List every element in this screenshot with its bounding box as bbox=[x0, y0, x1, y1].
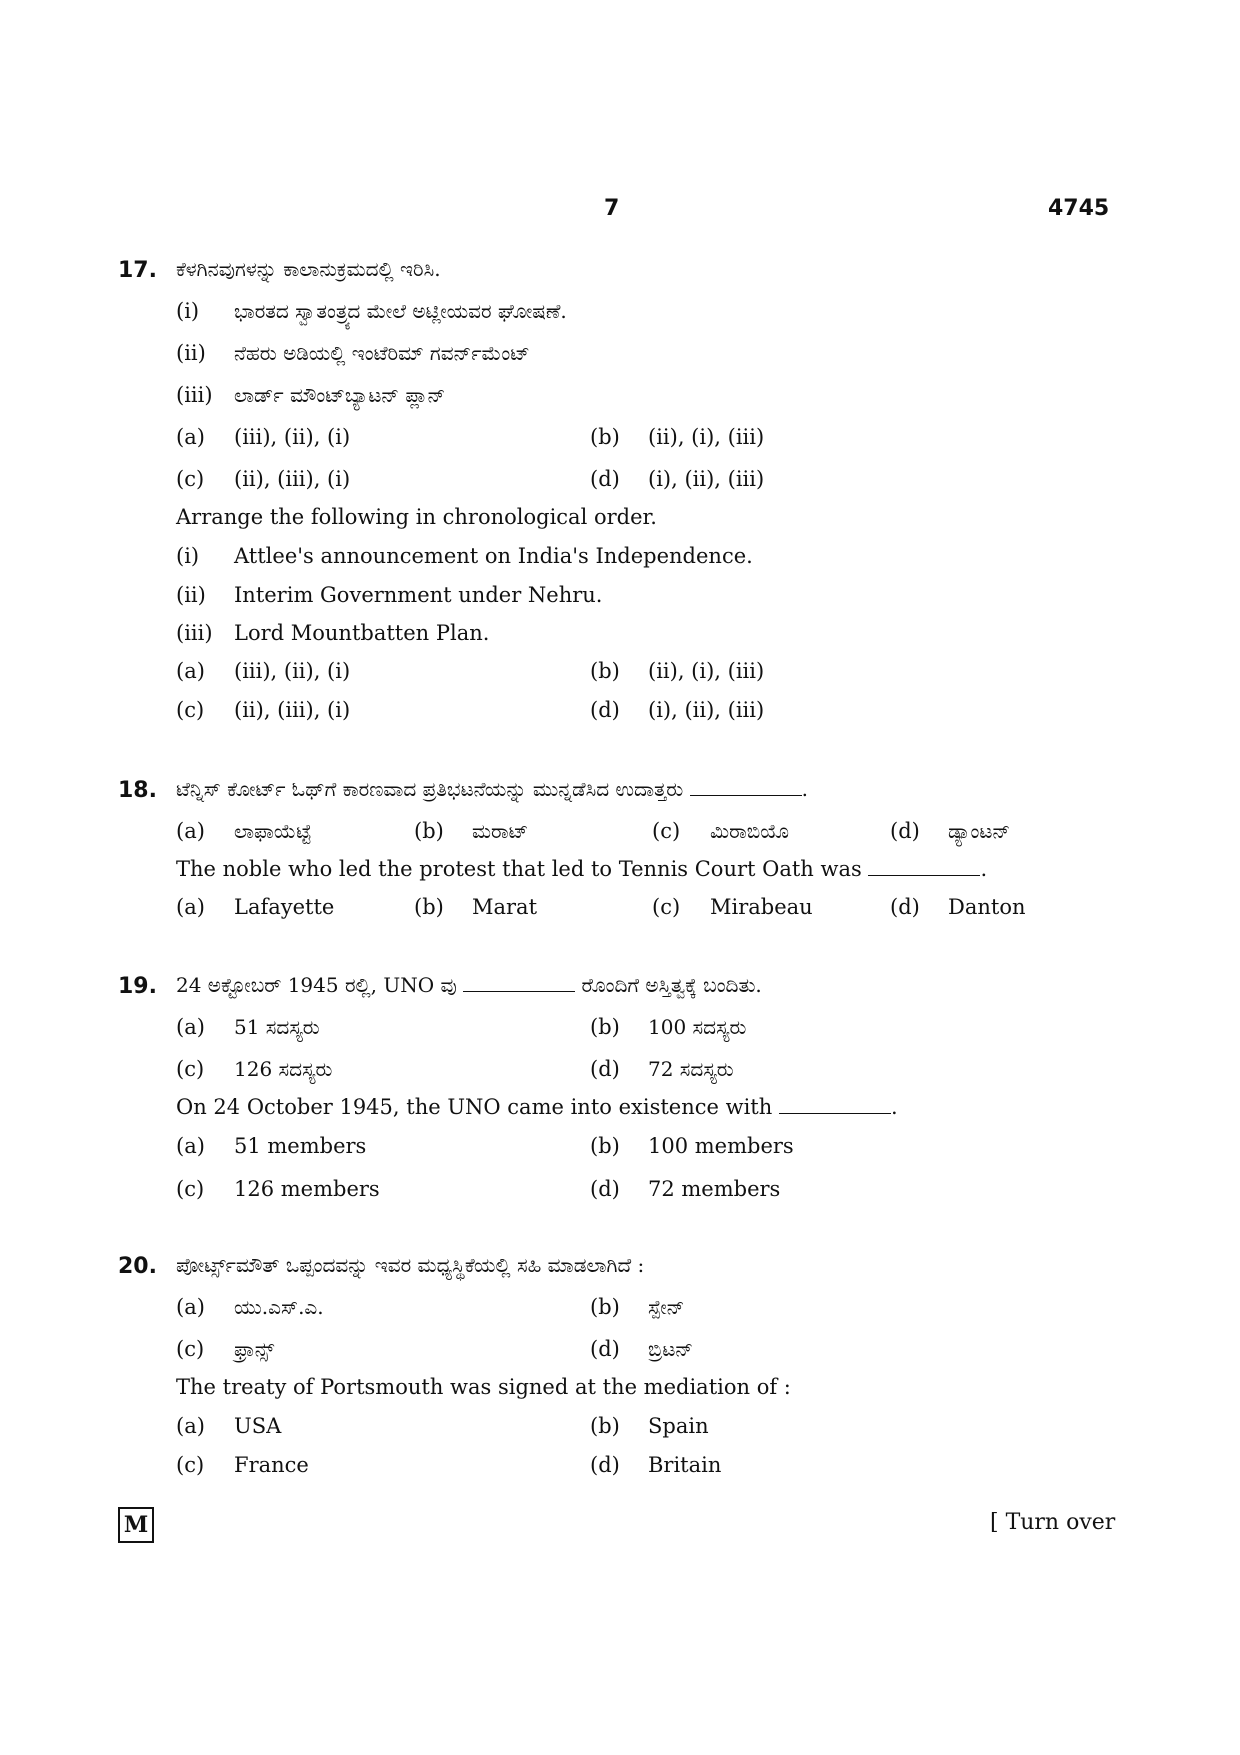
question-number: 20. bbox=[118, 1254, 157, 1279]
kannada-item-3-text: ಲಾರ್ಡ್ ಮೌಂಟ್‌ಬ್ಯಾಟನ್ ಪ್ಲಾನ್ bbox=[234, 383, 446, 407]
kannada-item-2-text: ನೆಹರು ಅಡಿಯಲ್ಲಿ ಇಂಟೆರಿಮ್ ಗವರ್ನ್‌ಮೆಂಟ್ bbox=[234, 341, 530, 365]
page-number: 7 bbox=[604, 196, 620, 221]
english-stem: Arrange the following in chronological order. bbox=[176, 505, 657, 529]
kannada-stem: 24 ಅಕ್ಟೋಬರ್ 1945 ರಲ್ಲಿ, UNO ವು ರೊಂದಿಗೆ ಅಸ್ತಿತ್ವಕ್ಕೆ ಬಂದಿತು. bbox=[176, 973, 762, 997]
option-d-label: (d) bbox=[590, 467, 620, 491]
en-option-b-label: (b) bbox=[590, 659, 620, 683]
answer-blank bbox=[868, 855, 980, 876]
option-a-text: 51 ಸದಸ್ಯರು bbox=[234, 1015, 320, 1039]
en-option-d-label: (d) bbox=[590, 1453, 620, 1477]
en-option-b-text: Marat bbox=[472, 895, 538, 919]
option-b-label: (b) bbox=[590, 1295, 620, 1319]
en-option-c-label: (c) bbox=[176, 1453, 205, 1477]
option-c-label: (c) bbox=[176, 467, 205, 491]
kannada-item-1: (i) bbox=[176, 299, 200, 323]
answer-blank bbox=[690, 775, 802, 796]
kannada-stem: ಟೆನ್ನಿಸ್ ಕೋರ್ಟ್ ಓಥ್‌ಗೆ ಕಾರಣವಾದ ಪ್ರತಿಭಟನೆಯನ್ನು ಮುನ್ನಡೆಸಿದ ಉದಾತ್ತರು . bbox=[176, 777, 808, 801]
question-number: 18. bbox=[118, 778, 157, 803]
en-option-a-text: (iii), (ii), (i) bbox=[234, 659, 351, 683]
option-a-text: ಯು.ಎಸ್.ಎ. bbox=[234, 1295, 324, 1319]
en-option-a-text: 51 members bbox=[234, 1134, 367, 1158]
en-option-c-label: (c) bbox=[176, 1177, 205, 1201]
kannada-item-3: (iii) bbox=[176, 383, 213, 407]
en-option-c-text: Mirabeau bbox=[710, 895, 813, 919]
question-number: 19. bbox=[118, 974, 157, 999]
en-option-d-text: (i), (ii), (iii) bbox=[648, 698, 765, 722]
paper-code: 4745 bbox=[1048, 196, 1110, 221]
option-d-text: (i), (ii), (iii) bbox=[648, 467, 765, 491]
en-option-d-text: 72 members bbox=[648, 1177, 781, 1201]
english-item-3-text: Lord Mountbatten Plan. bbox=[234, 621, 490, 645]
option-b-label: (b) bbox=[590, 1015, 620, 1039]
answer-blank bbox=[779, 1093, 891, 1114]
en-option-a-text: USA bbox=[234, 1414, 282, 1438]
en-option-c-text: 126 members bbox=[234, 1177, 380, 1201]
english-item-3-label: (iii) bbox=[176, 621, 213, 645]
en-option-d-text: Danton bbox=[948, 895, 1026, 919]
option-a-text: ಲಾಫಾಯೆಟ್ಟೆ bbox=[234, 819, 312, 843]
english-stem: On 24 October 1945, the UNO came into existence with . bbox=[176, 1095, 898, 1119]
en-option-b-label: (b) bbox=[414, 895, 444, 919]
option-b-label: (b) bbox=[590, 425, 620, 449]
en-option-b-text: 100 members bbox=[648, 1134, 794, 1158]
option-a-label: (a) bbox=[176, 425, 205, 449]
option-d-text: ಡ್ಯಾಂಟನ್ bbox=[948, 819, 1011, 843]
english-stem: The noble who led the protest that led to Tennis Court Oath was . bbox=[176, 857, 988, 881]
option-a-label: (a) bbox=[176, 819, 205, 843]
option-c-text: ಮಿರಾಬಿಯೊ bbox=[710, 819, 790, 843]
english-item-2-text: Interim Government under Nehru. bbox=[234, 583, 603, 607]
kannada-stem: ಪೋರ್ಟ್ಸ್‌ಮೌತ್ ಒಪ್ಪಂದವನ್ನು ಇವರ ಮಧ್ಯಸ್ಥಿಕೆಯಲ್ಲಿ ಸಹಿ ಮಾಡಲಾಗಿದೆ : bbox=[176, 1253, 645, 1277]
option-a-label: (a) bbox=[176, 1295, 205, 1319]
option-d-label: (d) bbox=[590, 1057, 620, 1081]
option-c-label: (c) bbox=[652, 819, 681, 843]
english-stem: The treaty of Portsmouth was signed at the mediation of : bbox=[176, 1375, 791, 1399]
en-option-b-label: (b) bbox=[590, 1414, 620, 1438]
en-option-c-text: France bbox=[234, 1453, 309, 1477]
kannada-item-1-text: ಭಾರತದ ಸ್ವಾತಂತ್ರ್ಯದ ಮೇಲೆ ಅಟ್ಲೀಯವರ ಘೋಷಣೆ. bbox=[234, 299, 567, 323]
option-b-text: (ii), (i), (iii) bbox=[648, 425, 765, 449]
en-option-a-label: (a) bbox=[176, 1134, 205, 1158]
en-option-c-label: (c) bbox=[176, 698, 205, 722]
en-option-d-label: (d) bbox=[590, 698, 620, 722]
en-option-a-text: Lafayette bbox=[234, 895, 335, 919]
option-a-text: (iii), (ii), (i) bbox=[234, 425, 351, 449]
option-c-text: 126 ಸದಸ್ಯರು bbox=[234, 1057, 333, 1081]
option-c-text: ಫ್ರಾನ್ಸ್ bbox=[234, 1337, 275, 1361]
option-d-text: 72 ಸದಸ್ಯರು bbox=[648, 1057, 734, 1081]
english-item-2-label: (ii) bbox=[176, 583, 206, 607]
option-b-label: (b) bbox=[414, 819, 444, 843]
option-b-text: 100 ಸದಸ್ಯರು bbox=[648, 1015, 747, 1039]
en-option-d-label: (d) bbox=[590, 1177, 620, 1201]
medium-marker-box: M bbox=[118, 1507, 154, 1543]
option-c-label: (c) bbox=[176, 1337, 205, 1361]
answer-blank bbox=[463, 971, 575, 992]
option-d-text: ಬ್ರಿಟನ್ bbox=[648, 1337, 693, 1361]
en-option-c-label: (c) bbox=[652, 895, 681, 919]
english-item-1-text: Attlee's announcement on India's Independence. bbox=[234, 544, 753, 568]
question-number: 17. bbox=[118, 258, 157, 283]
en-option-c-text: (ii), (iii), (i) bbox=[234, 698, 351, 722]
en-option-b-text: (ii), (i), (iii) bbox=[648, 659, 765, 683]
option-a-label: (a) bbox=[176, 1015, 205, 1039]
option-c-label: (c) bbox=[176, 1057, 205, 1081]
en-option-b-text: Spain bbox=[648, 1414, 709, 1438]
option-d-label: (d) bbox=[590, 1337, 620, 1361]
option-b-text: ಸ್ಪೇನ್ bbox=[648, 1295, 685, 1319]
english-item-1-label: (i) bbox=[176, 544, 200, 568]
kannada-item-2: (ii) bbox=[176, 341, 206, 365]
turn-over-note: [ Turn over bbox=[990, 1510, 1116, 1535]
en-option-b-label: (b) bbox=[590, 1134, 620, 1158]
en-option-a-label: (a) bbox=[176, 895, 205, 919]
option-b-text: ಮರಾಟ್ bbox=[472, 819, 529, 843]
en-option-a-label: (a) bbox=[176, 659, 205, 683]
en-option-a-label: (a) bbox=[176, 1414, 205, 1438]
en-option-d-text: Britain bbox=[648, 1453, 722, 1477]
en-option-d-label: (d) bbox=[890, 895, 920, 919]
option-c-text: (ii), (iii), (i) bbox=[234, 467, 351, 491]
option-d-label: (d) bbox=[890, 819, 920, 843]
kannada-stem: ಕೆಳಗಿನವುಗಳನ್ನು ಕಾಲಾನುಕ್ರಮದಲ್ಲಿ ಇರಿಸಿ. bbox=[176, 257, 441, 281]
